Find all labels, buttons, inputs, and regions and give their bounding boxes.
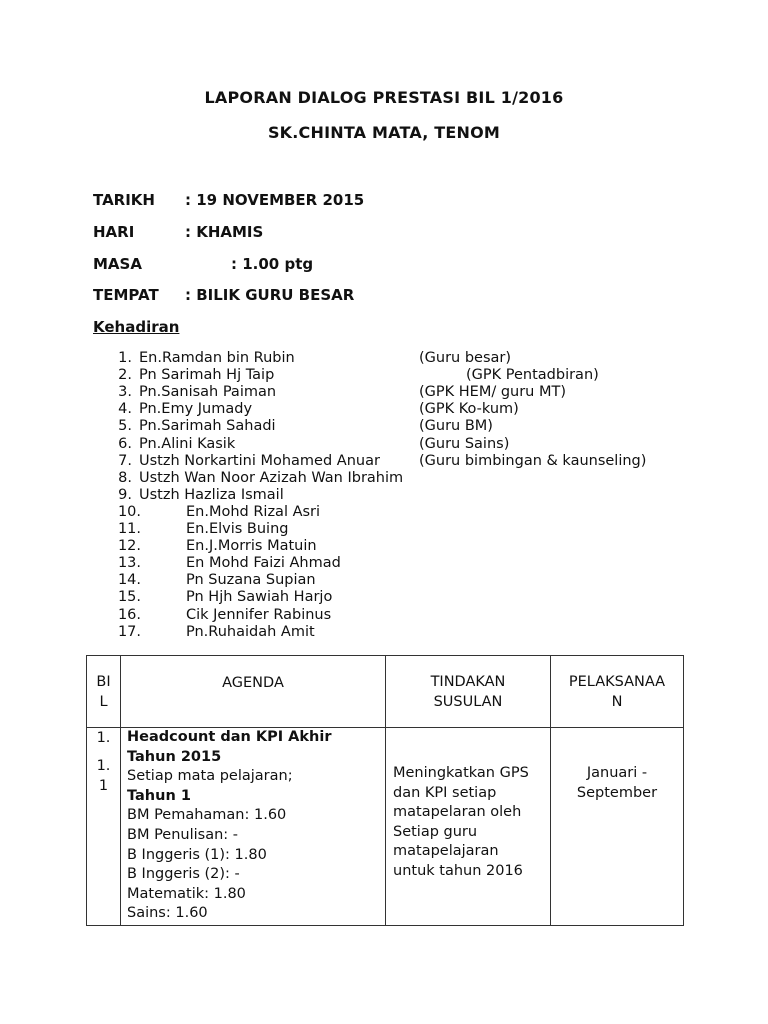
agenda-item: Matematik: 1.80 bbox=[127, 885, 246, 902]
report-title: LAPORAN DIALOG PRESTASI BIL 1/2016 bbox=[204, 88, 564, 107]
date-label: TARIKH bbox=[93, 191, 155, 209]
agenda-subheading: Tahun 1 bbox=[127, 787, 191, 804]
attendance-name: En.Ramdan bin Rubin bbox=[139, 350, 295, 366]
tindakan-line: untuk tahun 2016 bbox=[393, 862, 523, 879]
school-name: SK.CHINTA MATA, TENOM bbox=[267, 123, 501, 142]
attendance-name: Pn Hjh Sawiah Harjo bbox=[186, 589, 333, 606]
attendance-name: Pn.Ruhaidah Amit bbox=[186, 623, 315, 640]
table-header-row bbox=[87, 656, 684, 728]
attendance-role: (Guru besar) bbox=[419, 350, 512, 366]
agenda-intro: Setiap mata pelajaran; bbox=[127, 768, 293, 785]
attendance-number: 9. bbox=[118, 486, 132, 503]
attendance-role: (Guru Sains) bbox=[419, 435, 510, 452]
header-bil-line2: L bbox=[99, 694, 108, 710]
header-tindakan-line1: TINDAKAN bbox=[430, 674, 506, 690]
day-value: : KHAMIS bbox=[185, 223, 264, 241]
pelaksanaan-line2: September bbox=[576, 784, 658, 801]
agenda-item: BM Pemahaman: 1.60 bbox=[127, 807, 287, 824]
attendance-number: 15. bbox=[117, 589, 141, 606]
attendance-number: 17. bbox=[117, 623, 141, 640]
attendance-number: 13. bbox=[117, 555, 141, 572]
agenda-item: Sains: 1.60 bbox=[127, 905, 208, 922]
attendance-number: 10. bbox=[117, 503, 141, 520]
agenda-item: B Inggeris (1): 1.80 bbox=[127, 846, 267, 863]
attendance-name: Pn.Alini Kasik bbox=[139, 435, 236, 452]
header-agenda bbox=[121, 656, 386, 728]
pelaksanaan-line1: Januari - bbox=[586, 765, 648, 781]
attendance-number: 2. bbox=[118, 367, 132, 384]
attendance-name: Pn Suzana Supian bbox=[186, 572, 316, 589]
place-label: TEMPAT bbox=[93, 286, 159, 304]
table-row bbox=[87, 728, 684, 926]
attendance-role: (GPK HEM/ guru MT) bbox=[419, 384, 567, 401]
attendance-number: 5. bbox=[118, 418, 132, 435]
attendance-name: En.Elvis Buing bbox=[186, 521, 289, 537]
agenda-item: BM Penulisan: - bbox=[127, 826, 239, 843]
time-value: : 1.00 ptg bbox=[231, 255, 314, 273]
attendance-heading: Kehadiran bbox=[93, 318, 180, 336]
header-tindakan bbox=[386, 656, 551, 728]
header-pelaksanaan-line1: PELAKSANAA bbox=[568, 674, 666, 690]
date-field bbox=[93, 191, 364, 209]
attendance-name: Pn Sarimah Hj Taip bbox=[139, 367, 275, 384]
attendance-name: Cik Jennifer Rabinus bbox=[186, 606, 332, 623]
place-field bbox=[93, 286, 354, 304]
attendance-role: (GPK Ko-kum) bbox=[419, 401, 519, 418]
row-bil-line3: 1 bbox=[98, 778, 109, 794]
row-bil-line2: 1. bbox=[96, 758, 111, 774]
header-pelaksanaan bbox=[551, 656, 684, 728]
attendance-role: (Guru bimbingan & kaunseling) bbox=[419, 452, 647, 469]
header-tindakan-line2: SUSULAN bbox=[433, 694, 503, 710]
attendance-number: 1. bbox=[118, 350, 132, 366]
attendance-name: Pn.Emy Jumady bbox=[139, 401, 253, 418]
tindakan-line: Setiap guru bbox=[393, 823, 478, 840]
row-pelaksanaan bbox=[551, 728, 684, 926]
tindakan-line: dan KPI setiap bbox=[393, 784, 497, 801]
attendance-number: 11. bbox=[117, 521, 141, 537]
attendance-number: 8. bbox=[118, 469, 132, 486]
time-field bbox=[93, 255, 313, 273]
agenda-item: B Inggeris (2): - bbox=[127, 866, 240, 883]
tindakan-line: matapelaran oleh bbox=[393, 804, 522, 821]
attendance-name: En Mohd Faizi Ahmad bbox=[186, 555, 341, 572]
attendance-name: Ustzh Hazliza Ismail bbox=[139, 486, 284, 503]
date-value: : 19 NOVEMBER 2015 bbox=[185, 191, 365, 209]
header-bil bbox=[87, 656, 121, 728]
attendance-role: (Guru BM) bbox=[419, 418, 493, 435]
attendance-name: Pn.Sanisah Paiman bbox=[139, 384, 277, 401]
attendance-name: Ustzh Norkartini Mohamed Anuar bbox=[139, 452, 380, 469]
attendance-number: 3. bbox=[118, 384, 132, 401]
attendance-name: En.J.Morris Matuin bbox=[186, 538, 317, 555]
attendance-number: 7. bbox=[118, 452, 132, 469]
day-field bbox=[93, 223, 263, 241]
row-bil-line1: 1. bbox=[96, 730, 111, 746]
header-bil-line1: BI bbox=[96, 674, 111, 690]
row-bil bbox=[87, 728, 121, 926]
attendance-number: 14. bbox=[117, 572, 141, 589]
attendance-name: Pn.Sarimah Sahadi bbox=[139, 418, 276, 435]
header-agenda-text: AGENDA bbox=[222, 675, 284, 691]
header-pelaksanaan-line2: N bbox=[611, 694, 623, 710]
time-label: MASA bbox=[93, 255, 142, 273]
attendance-number: 16. bbox=[117, 606, 141, 623]
agenda-title: Headcount dan KPI Akhir Tahun 2015 bbox=[127, 729, 332, 765]
tindakan-line: matapelajaran bbox=[393, 843, 499, 860]
day-label: HARI bbox=[93, 223, 135, 241]
place-value: : BILIK GURU BESAR bbox=[185, 286, 355, 304]
attendance-role: (GPK Pentadbiran) bbox=[466, 367, 599, 384]
row-tindakan bbox=[386, 728, 551, 926]
agenda-table bbox=[86, 655, 684, 926]
attendance-number: 4. bbox=[118, 401, 132, 418]
attendance-name: En.Mohd Rizal Asri bbox=[186, 503, 321, 520]
tindakan-line: Meningkatkan GPS bbox=[393, 765, 529, 781]
row-agenda bbox=[121, 728, 386, 926]
attendance-name: Ustzh Wan Noor Azizah Wan Ibrahim bbox=[139, 469, 404, 486]
attendance-number: 6. bbox=[118, 435, 132, 452]
attendance-number: 12. bbox=[117, 538, 141, 555]
